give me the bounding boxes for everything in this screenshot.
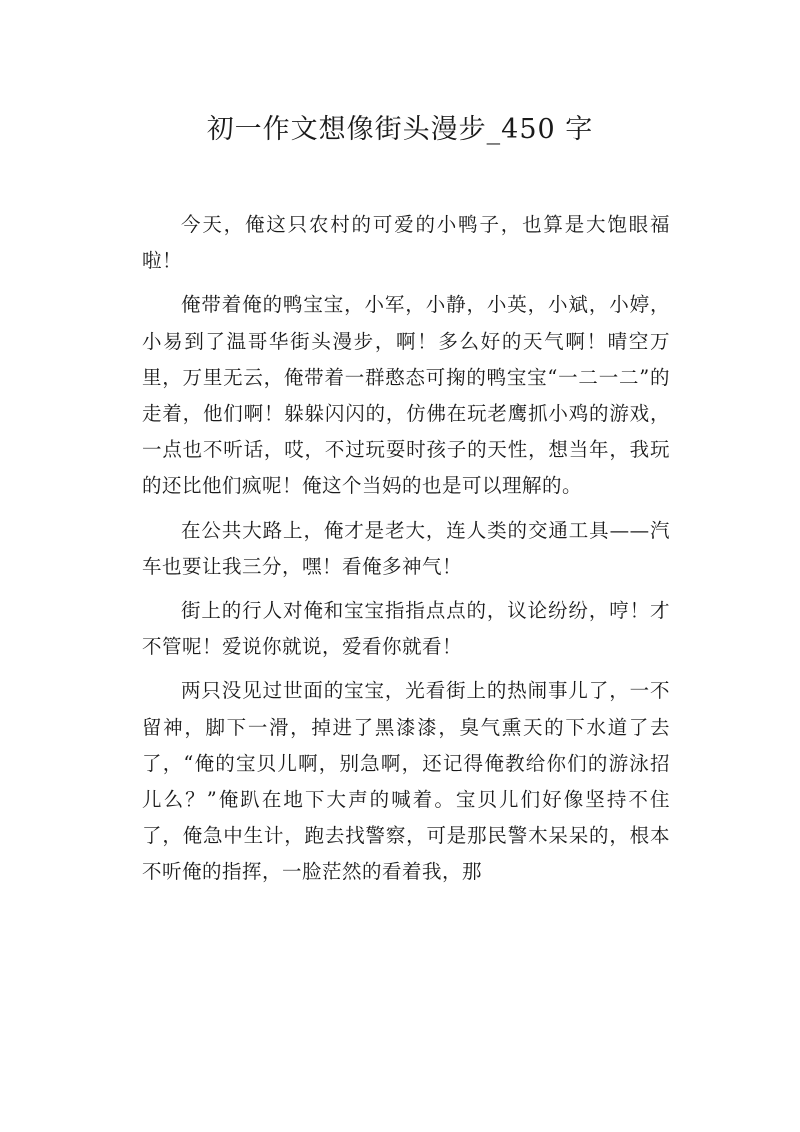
page-title: 初一作文想像街头漫步_450 字	[206, 114, 594, 145]
paragraph-2: 俺带着俺的鸭宝宝，小军，小静，小英，小斌，小婷，小易到了温哥华街头漫步，啊！多么好的天气啊！晴空万里，万里无云，俺带着一群憨态可掬的鸭宝宝“一二一二”的走着，他们啊！躲躲闪闪的，仿佛在玩老鹰抓小鸡的游戏，一点也不听话，哎，不过玩耍时孩子的天性，想当年，我玩的还比他们疯呢！俺这个当妈的也是可以理解的。	[142, 293, 670, 498]
paragraph-5: 两只没见过世面的宝宝，光看街上的热闹事儿了，一不留神，脚下一滑，掉进了黑漆漆，臭气熏天的下水道了去了，“俺的宝贝儿啊，别急啊，还记得俺教给你们的游泳招儿么？”俺趴在地下大声的喊着。宝贝儿们好像坚持不住了，俺急中生计，跑去找警察，可是那民警木呆呆的，根本不听俺的指挥，一脸茫然的看着我，那	[142, 679, 670, 884]
paragraph-4: 街上的行人对俺和宝宝指指点点的，议论纷纷，哼！才不管呢！爱说你就说，爱看你就看！	[142, 599, 670, 659]
article-body	[142, 207, 670, 899]
paragraph-1: 今天，俺这只农村的可爱的小鸭子，也算是大饱眼福啦！	[142, 213, 670, 273]
paragraph-3: 在公共大路上，俺才是老大，连人类的交通工具——汽车也要让我三分，嘿！看俺多神气！	[142, 518, 670, 578]
